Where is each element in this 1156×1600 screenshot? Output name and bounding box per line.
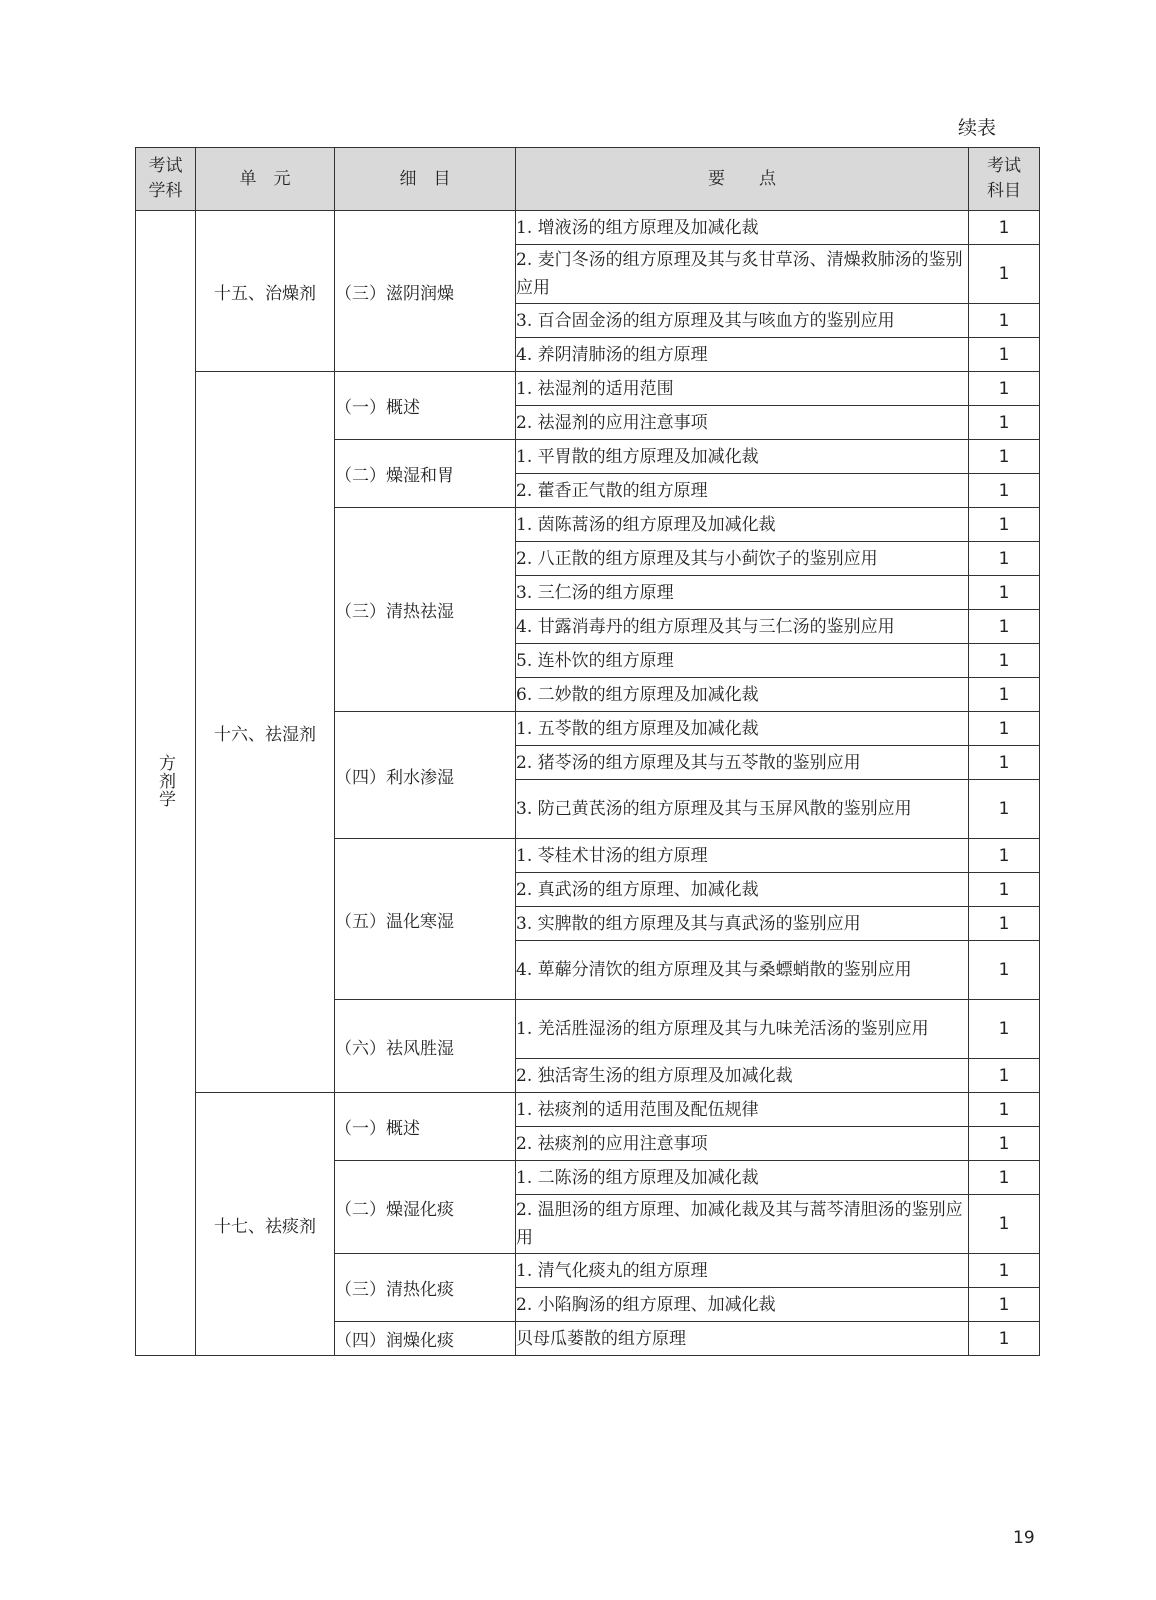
point-cell: 1. 祛痰剂的适用范围及配伍规律 bbox=[516, 1093, 969, 1127]
level-cell: 1 bbox=[969, 1322, 1040, 1356]
subject-cell bbox=[136, 211, 196, 1356]
header-subject: 考试 学科 bbox=[136, 148, 196, 211]
item-cell: （一）概述 bbox=[335, 1093, 516, 1161]
point-cell: 2. 真武汤的组方原理、加减化裁 bbox=[516, 873, 969, 907]
point-cell: 2. 麦门冬汤的组方原理及其与炙甘草汤、清燥救肺汤的鉴别应用 bbox=[516, 245, 969, 304]
level-cell: 1 bbox=[969, 1195, 1040, 1254]
point-cell: 1. 祛湿剂的适用范围 bbox=[516, 372, 969, 406]
level-cell: 1 bbox=[969, 941, 1040, 1000]
level-cell: 1 bbox=[969, 338, 1040, 372]
item-cell: （三）滋阴润燥 bbox=[335, 211, 516, 372]
point-cell: 1. 清气化痰丸的组方原理 bbox=[516, 1254, 969, 1288]
item-cell: （四）润燥化痰 bbox=[335, 1322, 516, 1356]
item-cell: （一）概述 bbox=[335, 372, 516, 440]
syllabus-table bbox=[135, 147, 1040, 1356]
point-cell: 1. 二陈汤的组方原理及加减化裁 bbox=[516, 1161, 969, 1195]
item-cell: （三）清热化痰 bbox=[335, 1254, 516, 1322]
level-cell: 1 bbox=[969, 610, 1040, 644]
level-cell: 1 bbox=[969, 1000, 1040, 1059]
level-cell: 1 bbox=[969, 508, 1040, 542]
point-cell: 2. 藿香正气散的组方原理 bbox=[516, 474, 969, 508]
header-points: 要 点 bbox=[516, 148, 969, 211]
header-row bbox=[136, 148, 1040, 211]
item-cell: （五）温化寒湿 bbox=[335, 839, 516, 1000]
point-cell: 贝母瓜蒌散的组方原理 bbox=[516, 1322, 969, 1356]
point-cell: 1. 平胃散的组方原理及加减化裁 bbox=[516, 440, 969, 474]
item-cell: （二）燥湿和胃 bbox=[335, 440, 516, 508]
point-cell: 1. 苓桂术甘汤的组方原理 bbox=[516, 839, 969, 873]
item-cell: （二）燥湿化痰 bbox=[335, 1161, 516, 1254]
level-cell: 1 bbox=[969, 907, 1040, 941]
item-cell: （四）利水渗湿 bbox=[335, 712, 516, 839]
level-cell: 1 bbox=[969, 712, 1040, 746]
level-cell: 1 bbox=[969, 406, 1040, 440]
point-cell: 1. 茵陈蒿汤的组方原理及加减化裁 bbox=[516, 508, 969, 542]
level-cell: 1 bbox=[969, 474, 1040, 508]
point-cell: 2. 小陷胸汤的组方原理、加减化裁 bbox=[516, 1288, 969, 1322]
point-cell: 4. 甘露消毒丹的组方原理及其与三仁汤的鉴别应用 bbox=[516, 610, 969, 644]
level-cell: 1 bbox=[969, 576, 1040, 610]
level-cell: 1 bbox=[969, 678, 1040, 712]
point-cell: 2. 温胆汤的组方原理、加减化裁及其与蒿芩清胆汤的鉴别应用 bbox=[516, 1195, 969, 1254]
point-cell: 1. 五苓散的组方原理及加减化裁 bbox=[516, 712, 969, 746]
level-cell: 1 bbox=[969, 440, 1040, 474]
point-cell: 2. 独活寄生汤的组方原理及加减化裁 bbox=[516, 1059, 969, 1093]
level-cell: 1 bbox=[969, 245, 1040, 304]
point-cell: 1. 羌活胜湿汤的组方原理及其与九味羌活汤的鉴别应用 bbox=[516, 1000, 969, 1059]
item-cell: （六）祛风胜湿 bbox=[335, 1000, 516, 1093]
header-level: 考试 科目 bbox=[969, 148, 1040, 211]
point-cell: 2. 猪苓汤的组方原理及其与五苓散的鉴别应用 bbox=[516, 746, 969, 780]
header-unit: 单 元 bbox=[196, 148, 335, 211]
item-cell: （三）清热祛湿 bbox=[335, 508, 516, 712]
point-cell: 3. 三仁汤的组方原理 bbox=[516, 576, 969, 610]
level-cell: 1 bbox=[969, 1254, 1040, 1288]
level-cell: 1 bbox=[969, 839, 1040, 873]
point-cell: 2. 祛湿剂的应用注意事项 bbox=[516, 406, 969, 440]
point-cell: 4. 养阴清肺汤的组方原理 bbox=[516, 338, 969, 372]
table-row bbox=[136, 211, 1040, 245]
point-cell: 5. 连朴饮的组方原理 bbox=[516, 644, 969, 678]
page-number: 19 bbox=[1013, 1528, 1035, 1548]
unit-cell: 十五、治燥剂 bbox=[196, 211, 335, 372]
level-cell: 1 bbox=[969, 780, 1040, 839]
point-cell: 1. 增液汤的组方原理及加减化裁 bbox=[516, 211, 969, 245]
level-cell: 1 bbox=[969, 211, 1040, 245]
table-row bbox=[136, 372, 1040, 406]
level-cell: 1 bbox=[969, 644, 1040, 678]
continued-label: 续表 bbox=[958, 117, 997, 139]
level-cell: 1 bbox=[969, 1127, 1040, 1161]
subject-label: 方剂学 bbox=[155, 753, 175, 808]
unit-cell: 十七、祛痰剂 bbox=[196, 1093, 335, 1356]
point-cell: 3. 百合固金汤的组方原理及其与咳血方的鉴别应用 bbox=[516, 304, 969, 338]
point-cell: 3. 实脾散的组方原理及其与真武汤的鉴别应用 bbox=[516, 907, 969, 941]
table-body bbox=[136, 211, 1040, 1356]
level-cell: 1 bbox=[969, 372, 1040, 406]
point-cell: 2. 祛痰剂的应用注意事项 bbox=[516, 1127, 969, 1161]
unit-cell: 十六、祛湿剂 bbox=[196, 372, 335, 1093]
level-cell: 1 bbox=[969, 1059, 1040, 1093]
level-cell: 1 bbox=[969, 542, 1040, 576]
level-cell: 1 bbox=[969, 1161, 1040, 1195]
level-cell: 1 bbox=[969, 1288, 1040, 1322]
point-cell: 6. 二妙散的组方原理及加减化裁 bbox=[516, 678, 969, 712]
header-item: 细 目 bbox=[335, 148, 516, 211]
point-cell: 4. 萆薢分清饮的组方原理及其与桑螵蛸散的鉴别应用 bbox=[516, 941, 969, 1000]
level-cell: 1 bbox=[969, 304, 1040, 338]
table-row bbox=[136, 1093, 1040, 1127]
level-cell: 1 bbox=[969, 1093, 1040, 1127]
level-cell: 1 bbox=[969, 873, 1040, 907]
point-cell: 2. 八正散的组方原理及其与小蓟饮子的鉴别应用 bbox=[516, 542, 969, 576]
point-cell: 3. 防己黄芪汤的组方原理及其与玉屏风散的鉴别应用 bbox=[516, 780, 969, 839]
level-cell: 1 bbox=[969, 746, 1040, 780]
